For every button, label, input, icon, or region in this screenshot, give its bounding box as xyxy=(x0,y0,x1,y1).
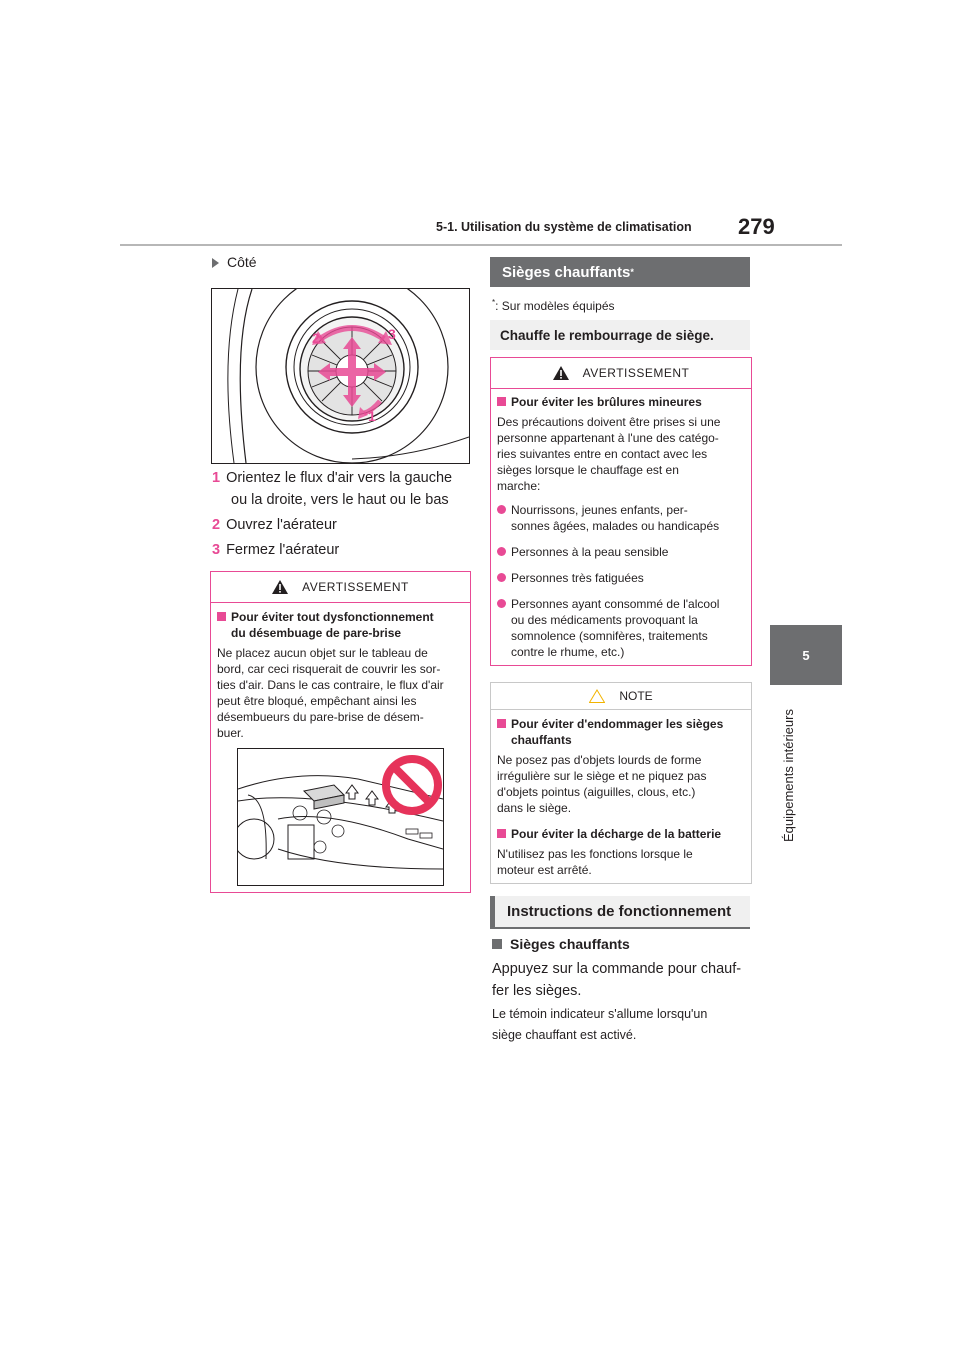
note-header: NOTE xyxy=(491,683,751,710)
square-bullet-icon xyxy=(497,397,506,406)
note-item-title: Pour éviter d'endommager les sièges xyxy=(497,716,745,732)
bullet-item: Personnes très fatiguées xyxy=(497,570,745,586)
step-text: Orientez le flux d'air vers la gauche xyxy=(226,470,453,486)
page-number: 279 xyxy=(738,214,775,239)
warning-triangle-icon xyxy=(272,580,288,594)
warning-box-burns xyxy=(490,357,752,666)
dot-bullet-icon xyxy=(497,599,506,608)
step-text: Fermez l'aérateur xyxy=(226,542,340,558)
chapter-tab xyxy=(770,625,842,685)
note-box: NOTE Pour éviter d'endommager les sièges chauffants Ne posez pas d'objets lourds de forme irrégulière sur le siège et ne piquez pas d'objets pointus (aiguilles, clous, etc.) dans le siège. Pour éviter la décharge de la batterie N'utilisez pas les fonctions lorsque le moteur est arrêté. xyxy=(490,682,752,884)
warning-title: Pour éviter les brûlures mineures xyxy=(497,394,745,410)
square-bullet-icon xyxy=(497,719,506,728)
step-1-cont: ou la droite, vers le haut ou le bas xyxy=(231,492,449,508)
header-rule xyxy=(120,244,842,246)
chapter-number: 5 xyxy=(802,647,810,663)
triangle-bullet-icon xyxy=(212,258,219,268)
warning-box-defogging xyxy=(210,571,471,893)
section-instructions-title: Instructions de fonctionnement xyxy=(490,896,750,929)
step-1 xyxy=(212,467,452,489)
fig-label-2: 2 xyxy=(312,330,320,346)
fig-label-1: 1 xyxy=(368,408,376,424)
note-item-body: Ne posez pas d'objets lourds de forme irrégulière sur le siège et ne piquez pas d'objets pointus (aiguilles, clous, etc.) dans le siège. xyxy=(497,753,707,815)
warning-title-cont: du désembuage de pare-brise xyxy=(231,626,402,640)
dot-bullet-icon xyxy=(497,573,506,582)
indicator-note: Le témoin indicateur s'allume lorsqu'un siège chauffant est activé. xyxy=(492,1007,708,1042)
vent-figure xyxy=(211,288,470,464)
note-item-body: N'utilisez pas les fonctions lorsque le moteur est arrêté. xyxy=(497,847,693,877)
warning-title: Pour éviter tout dysfonctionnement xyxy=(217,609,464,625)
dot-bullet-icon xyxy=(497,547,506,556)
step-2 xyxy=(212,514,337,536)
bullet-item: Nourrissons, jeunes enfants, per- sonnes âgées, malades ou handicapés xyxy=(497,502,745,534)
warning-triangle-icon xyxy=(553,366,569,380)
step-number: 2 xyxy=(212,517,221,533)
warning-header: AVERTISSEMENT xyxy=(491,358,751,389)
warning-body: Ne placez aucun objet sur le tableau de bord, car ceci risquerait de couvrir les sor- ties d'air. Dans le cas contraire, le flux d'air peut être bloqué, empêchant ainsi les désembueurs du pare-brise de désem- buer. xyxy=(217,646,444,740)
step-number: 3 xyxy=(212,542,221,558)
heated-seats-subtitle: Chauffe le rembourrage de siège. xyxy=(490,320,750,350)
step-number: 1 xyxy=(212,470,221,486)
dashboard-figure xyxy=(237,748,444,886)
square-bullet-icon xyxy=(217,612,226,621)
square-bullet-icon xyxy=(497,829,506,838)
caution-triangle-icon xyxy=(589,689,605,703)
section-heated-seats-title: Sièges chauffants * xyxy=(490,257,750,287)
square-bullet-icon xyxy=(492,939,502,949)
dot-bullet-icon xyxy=(497,505,506,514)
warning-header: AVERTISSEMENT xyxy=(211,572,470,603)
dashboard-illustration xyxy=(238,749,443,885)
side-heading: Côté xyxy=(212,254,257,270)
prohibited-icon xyxy=(386,759,438,811)
chapter-label: Équipements intérieurs xyxy=(781,709,796,842)
bullet-item: Personnes à la peau sensible xyxy=(497,544,745,560)
step-text: Ouvrez l'aérateur xyxy=(226,517,337,533)
step-3 xyxy=(212,539,339,561)
side-vent-illustration xyxy=(212,289,469,463)
bullet-item: Personnes ayant consommé de l'alcool ou des médicaments provoquant la somnolence (somnifères, traitements contre le rhume, etc.) xyxy=(497,596,745,660)
warning-body: Des précautions doivent être prises si une personne appartenant à l'une des catégo- ries suivantes entre en contact avec les sièges lorsque le chauffage est en marche: xyxy=(497,415,721,493)
instruction-paragraph: Appuyez sur la commande pour chauf- fer les sièges. xyxy=(492,961,742,999)
section-title: 5-1. Utilisation du système de climatisation xyxy=(436,220,692,234)
footnote: *: Sur modèles équipés xyxy=(492,298,615,313)
fig-label-3: 3 xyxy=(388,326,396,342)
heated-seats-subheading: Sièges chauffants xyxy=(492,936,630,952)
note-item-title: Pour éviter la décharge de la batterie xyxy=(497,826,745,842)
